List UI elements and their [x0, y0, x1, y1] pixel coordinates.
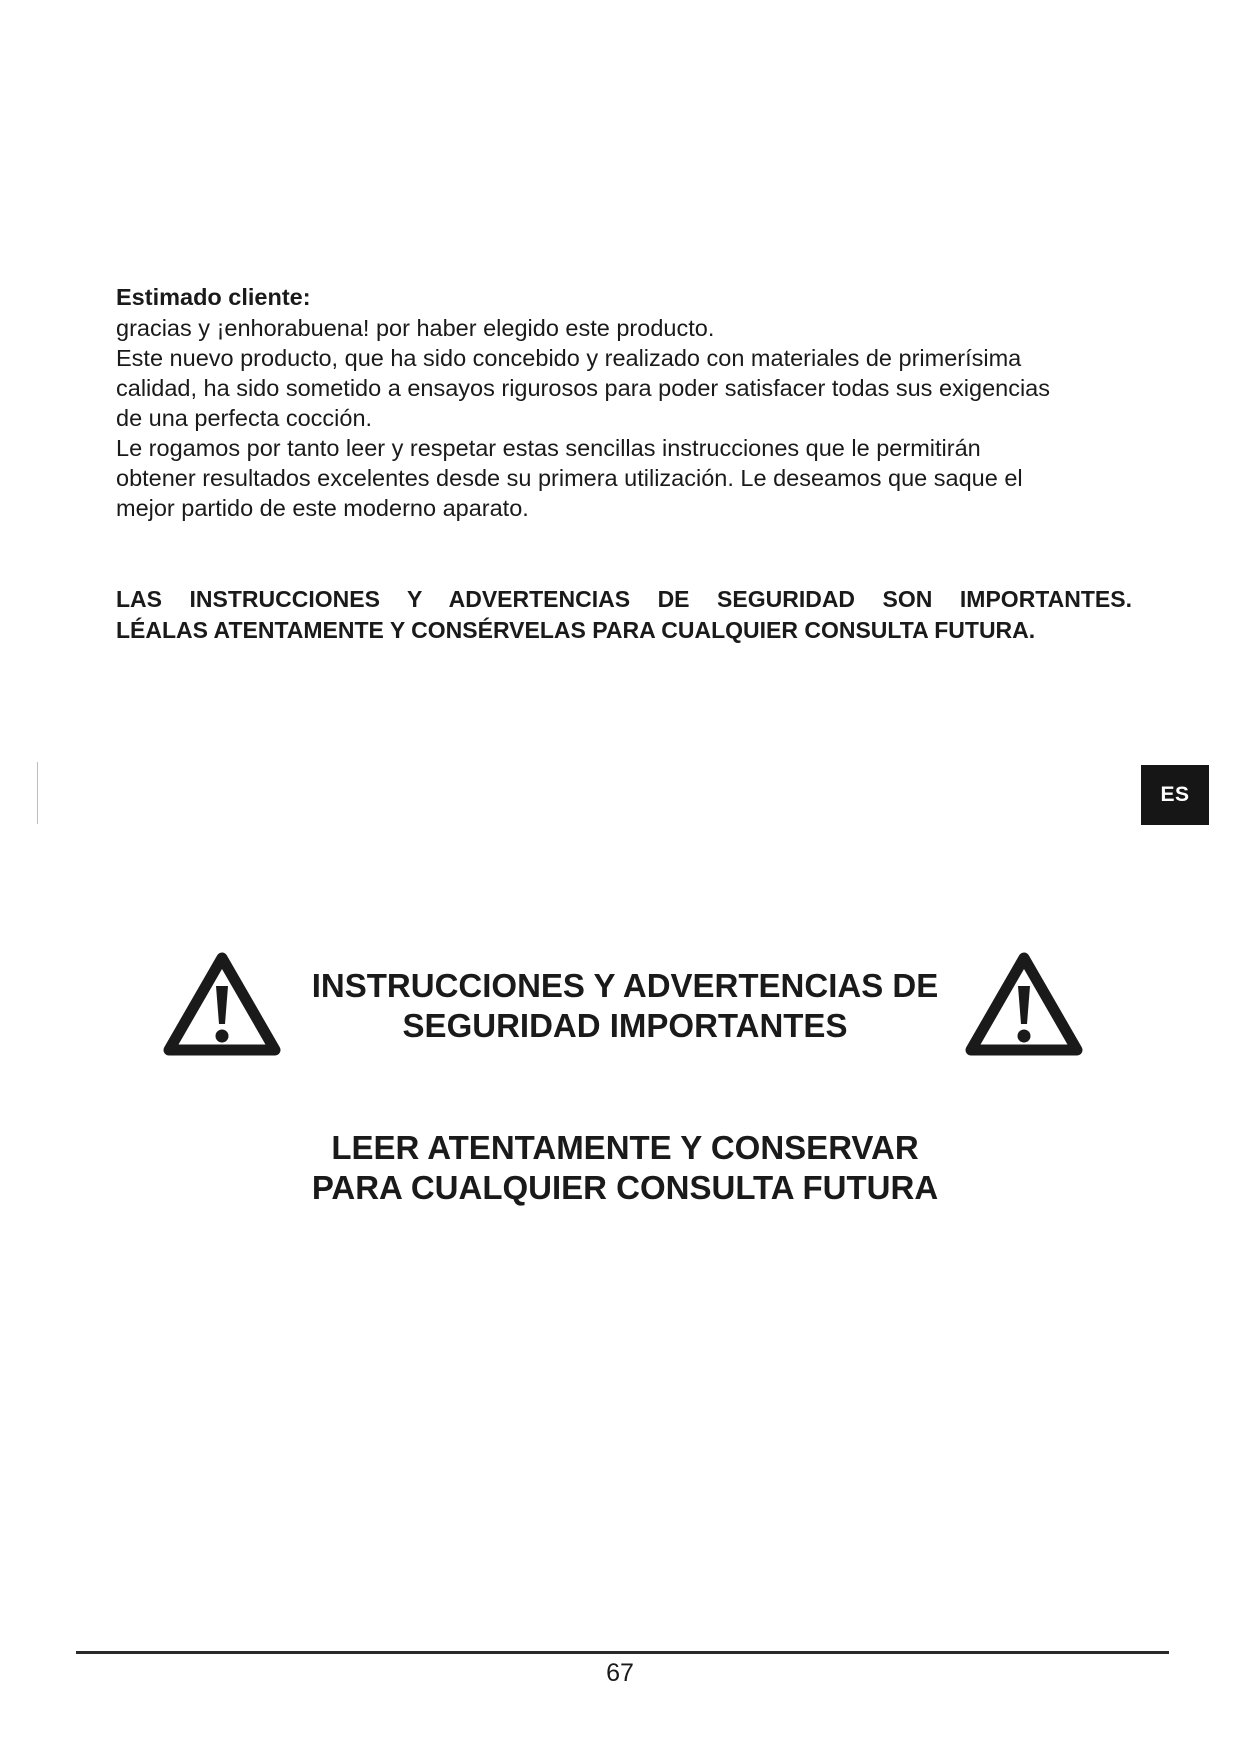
intro-line: gracias y ¡enhorabuena! por haber elegido este producto.: [116, 315, 715, 341]
intro-line: Este nuevo producto, que ha sido concebido y realizado con materiales de primerísima: [116, 345, 1022, 371]
safety-notice: [116, 584, 1132, 646]
intro-line: Le rogamos por tanto leer y respetar estas sencillas instrucciones que le permitirán: [116, 435, 981, 461]
safety-notice-line: LAS INSTRUCCIONES Y ADVERTENCIAS DE SEGURIDAD SON IMPORTANTES.: [116, 586, 1132, 612]
intro-line: mejor partido de este moderno aparato.: [116, 495, 529, 521]
read-heading-line: PARA CUALQUIER CONSULTA FUTURA: [311, 1169, 939, 1206]
intro-section: [116, 282, 1136, 523]
page-number: 67: [606, 1659, 634, 1687]
greeting: Estimado cliente:: [116, 284, 311, 310]
read-heading: [260, 1128, 990, 1208]
language-tab: ES: [1141, 765, 1209, 825]
safety-heading-line: SEGURIDAD IMPORTANTES: [402, 1007, 848, 1044]
read-heading-line: LEER ATENTAMENTE Y CONSERVAR: [331, 1129, 919, 1166]
safety-notice-line: LÉALAS ATENTAMENTE Y CONSÉRVELAS PARA CUALQUIER CONSULTA FUTURA.: [116, 617, 1036, 643]
intro-line: de una perfecta cocción.: [116, 405, 373, 431]
intro-line: calidad, ha sido sometido a ensayos rigurosos para poder satisfacer todas sus exigencias: [116, 375, 1050, 401]
footer-rule: [76, 1651, 1169, 1654]
safety-heading: [260, 966, 990, 1046]
margin-rule: [37, 762, 38, 824]
warning-triangle-icon: [963, 950, 1085, 1058]
intro-line: obtener resultados excelentes desde su primera utilización. Le deseamos que saque el: [116, 465, 1023, 491]
safety-heading-line: INSTRUCCIONES Y ADVERTENCIAS DE: [311, 967, 939, 1004]
